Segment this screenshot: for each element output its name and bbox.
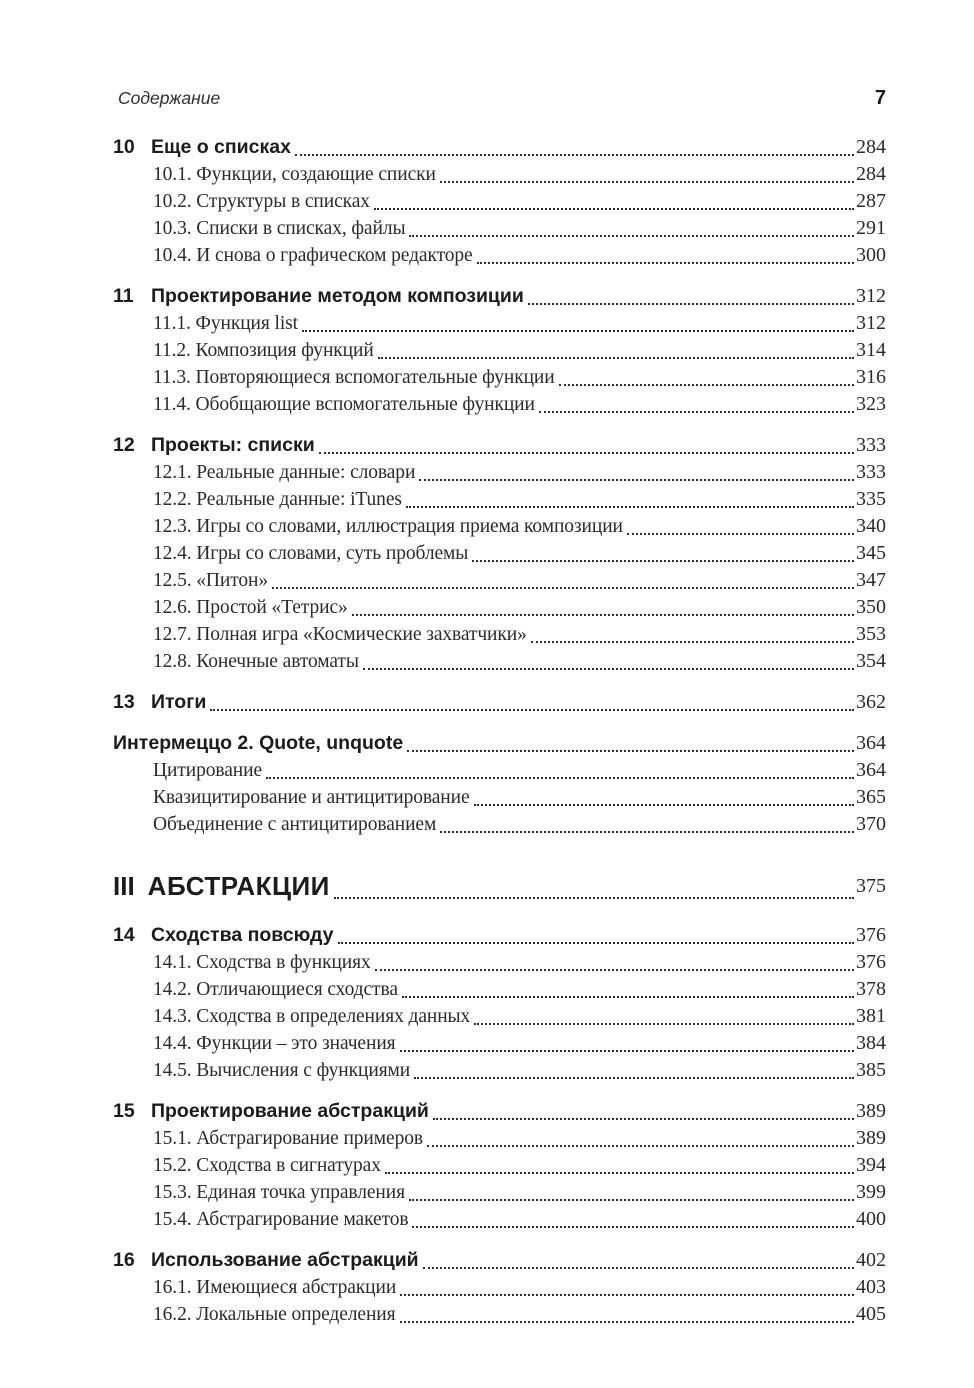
toc-section <box>113 432 886 675</box>
toc-item-page-number: 312 <box>856 312 886 334</box>
toc-item-page-number: 333 <box>856 461 886 483</box>
toc-item-label: Цитирование <box>153 760 263 781</box>
leader-dots <box>412 1226 854 1228</box>
leader-dots <box>334 897 854 899</box>
leader-dots <box>378 357 854 359</box>
toc-item-label: 10.4. И снова о графическом редакторе <box>153 245 473 266</box>
toc-item-label: 11.4. Обобщающие вспомогательные функции <box>153 394 535 415</box>
toc-item-label: 12.6. Простой «Тетрис» <box>153 597 348 618</box>
toc-item-label: 12.2. Реальные данные: iTunes <box>153 489 402 510</box>
leader-dots <box>400 1294 854 1296</box>
toc-section <box>113 283 886 418</box>
section-page-number: 389 <box>856 1100 886 1122</box>
toc-item-label: 14.2. Отличающиеся сходства <box>153 979 398 1000</box>
folio-page-number: 7 <box>874 87 886 109</box>
toc-item-row <box>113 594 886 621</box>
section-number: 16 <box>113 1249 135 1271</box>
toc-section <box>113 689 886 716</box>
leader-dots <box>402 996 854 998</box>
section-heading-row <box>113 1098 886 1125</box>
leader-dots <box>302 330 854 332</box>
section-page-number: 284 <box>856 136 886 158</box>
leader-dots <box>440 181 854 183</box>
toc-section <box>113 864 886 908</box>
toc-item-page-number: 400 <box>856 1208 886 1230</box>
toc-item-page-number: 345 <box>856 542 886 564</box>
toc-item-page-number: 399 <box>856 1181 886 1203</box>
toc-item-row <box>113 648 886 675</box>
section-heading-row <box>113 283 886 310</box>
toc-item-row <box>113 949 886 976</box>
leader-dots <box>531 641 854 643</box>
section-title: Интермеццо 2. Quote, unquote <box>113 732 404 754</box>
page-header <box>113 86 886 110</box>
toc-item-row <box>113 1003 886 1030</box>
section-title: Проекты: списки <box>151 434 315 456</box>
toc-item-row <box>113 215 886 242</box>
section-number: 12 <box>113 434 135 456</box>
leader-dots <box>363 668 854 670</box>
leader-dots <box>319 452 854 454</box>
toc-item-page-number: 316 <box>856 366 886 388</box>
toc-item-row <box>113 567 886 594</box>
toc-item-page-number: 350 <box>856 596 886 618</box>
toc-item-page-number: 365 <box>856 786 886 808</box>
toc-item-label: 11.1. Функция list <box>153 313 298 334</box>
leader-dots <box>272 587 854 589</box>
leader-dots <box>419 479 854 481</box>
toc-item-label: 12.8. Конечные автоматы <box>153 651 359 672</box>
leader-dots <box>375 969 854 971</box>
toc-item-row <box>113 161 886 188</box>
toc-item-label: 12.3. Игры со словами, иллюстрация приема композиции <box>153 516 623 537</box>
toc-item-row <box>113 1030 886 1057</box>
leader-dots <box>406 506 854 508</box>
section-heading-row <box>113 1247 886 1274</box>
toc-item-page-number: 394 <box>856 1154 886 1176</box>
toc-item-label: 16.1. Имеющиеся абстракции <box>153 1277 397 1298</box>
toc-item-page-number: 385 <box>856 1059 886 1081</box>
toc-item-label: Объединение с антицитированием <box>153 814 437 835</box>
toc-item-row <box>113 1125 886 1152</box>
toc-item-row <box>113 513 886 540</box>
section-title: АБСТРАКЦИИ <box>147 871 330 901</box>
leader-dots <box>352 614 854 616</box>
toc-item-page-number: 381 <box>856 1005 886 1027</box>
toc-item-row <box>113 364 886 391</box>
toc-item-page-number: 364 <box>856 759 886 781</box>
section-heading-row <box>113 864 886 908</box>
section-page-number: 362 <box>856 691 886 713</box>
leader-dots <box>539 411 854 413</box>
leader-dots <box>210 709 854 711</box>
leader-dots <box>295 154 854 156</box>
toc-item-page-number: 335 <box>856 488 886 510</box>
toc-item-row <box>113 621 886 648</box>
section-heading-row <box>113 689 886 716</box>
toc-item-label: 14.5. Вычисления с функциями <box>153 1060 411 1081</box>
leader-dots <box>423 1267 854 1269</box>
toc-item-row <box>113 459 886 486</box>
toc-item-page-number: 376 <box>856 951 886 973</box>
leader-dots <box>528 303 854 305</box>
section-page-number: 364 <box>856 732 886 754</box>
toc-item-row <box>113 188 886 215</box>
section-number: III <box>113 871 135 901</box>
section-number: 13 <box>113 691 135 713</box>
toc-item-row <box>113 1206 886 1233</box>
toc-item-page-number: 354 <box>856 650 886 672</box>
section-heading-row <box>113 922 886 949</box>
toc-item-label: 15.1. Абстрагирование примеров <box>153 1128 423 1149</box>
toc-item-label: 14.1. Сходства в функциях <box>153 952 371 973</box>
leader-dots <box>559 384 854 386</box>
toc-section <box>113 922 886 1084</box>
toc-item-page-number: 287 <box>856 190 886 212</box>
leader-dots <box>338 942 855 944</box>
toc-item-row <box>113 310 886 337</box>
toc-item-page-number: 284 <box>856 163 886 185</box>
toc-item-label: 12.4. Игры со словами, суть проблемы <box>153 543 469 564</box>
section-title: Еще о списках <box>151 136 291 158</box>
toc-item-page-number: 403 <box>856 1276 886 1298</box>
toc-item-label: 14.3. Сходства в определениях данных <box>153 1006 471 1027</box>
toc-item-row <box>113 757 886 784</box>
toc-item-page-number: 370 <box>856 813 886 835</box>
toc-item-row <box>113 540 886 567</box>
toc-item-label: 12.7. Полная игра «Космические захватчики» <box>153 624 527 645</box>
toc-section <box>113 1098 886 1233</box>
section-number: 10 <box>113 136 135 158</box>
toc-item-row <box>113 1274 886 1301</box>
toc-item-label: Квазицитирование и антицитирование <box>153 787 470 808</box>
toc-item-label: 14.4. Функции – это значения <box>153 1033 396 1054</box>
leader-dots <box>385 1172 854 1174</box>
toc-item-page-number: 323 <box>856 393 886 415</box>
toc-item-label: 15.3. Единая точка управления <box>153 1182 405 1203</box>
toc-item-row <box>113 976 886 1003</box>
leader-dots <box>374 208 854 210</box>
leader-dots <box>474 1023 854 1025</box>
section-title: Сходства повсюду <box>151 924 334 946</box>
section-heading-row <box>113 432 886 459</box>
toc-item-row <box>113 242 886 269</box>
toc-section <box>113 134 886 269</box>
section-page-number: 312 <box>856 285 886 307</box>
toc-item-page-number: 314 <box>856 339 886 361</box>
leader-dots <box>627 533 854 535</box>
toc-item-page-number: 384 <box>856 1032 886 1054</box>
toc-item-row <box>113 337 886 364</box>
running-title: Содержание <box>118 88 221 108</box>
toc-item-label: 15.4. Абстрагирование макетов <box>153 1209 409 1230</box>
section-heading-row <box>113 134 886 161</box>
section-number: 11 <box>113 285 134 307</box>
toc-item-label: 15.2. Сходства в сигнатурах <box>153 1155 381 1176</box>
toc-item-page-number: 300 <box>856 244 886 266</box>
section-heading-row <box>113 730 886 757</box>
toc-item-label: 16.2. Локальные определения <box>153 1304 396 1325</box>
section-page-number: 333 <box>856 434 886 456</box>
toc-item-label: 10.3. Списки в списках, файлы <box>153 218 406 239</box>
leader-dots <box>407 750 854 752</box>
toc-item-page-number: 389 <box>856 1127 886 1149</box>
toc-section <box>113 730 886 838</box>
section-page-number: 402 <box>856 1249 886 1271</box>
toc-item-label: 10.2. Структуры в списках <box>153 191 370 212</box>
section-title: Итоги <box>151 691 207 713</box>
toc-item-row <box>113 811 886 838</box>
toc-item-page-number: 405 <box>856 1303 886 1325</box>
section-page-number: 376 <box>856 924 886 946</box>
toc-section <box>113 1247 886 1328</box>
section-number: 15 <box>113 1100 135 1122</box>
toc-item-label: 11.3. Повторяющиеся вспомогательные функции <box>153 367 555 388</box>
toc-item-page-number: 347 <box>856 569 886 591</box>
leader-dots <box>433 1118 854 1120</box>
leader-dots <box>440 831 854 833</box>
section-title: Использование абстракций <box>151 1249 419 1271</box>
leader-dots <box>472 560 854 562</box>
toc-item-row <box>113 784 886 811</box>
section-page-number: 375 <box>856 875 886 897</box>
leader-dots <box>400 1321 855 1323</box>
section-number: 14 <box>113 924 135 946</box>
toc-item-page-number: 353 <box>856 623 886 645</box>
toc-item-label: 12.1. Реальные данные: словари <box>153 462 416 483</box>
toc-item-row <box>113 1152 886 1179</box>
table-of-contents <box>113 134 886 1328</box>
toc-item-label: 10.1. Функции, создающие списки <box>153 164 436 185</box>
leader-dots <box>266 777 854 779</box>
toc-item-page-number: 378 <box>856 978 886 1000</box>
toc-item-label: 11.2. Композиция функций <box>153 340 374 361</box>
toc-item-row <box>113 1301 886 1328</box>
section-title: Проектирование методом композиции <box>151 285 524 307</box>
toc-item-row <box>113 1179 886 1206</box>
leader-dots <box>414 1077 854 1079</box>
leader-dots <box>427 1145 854 1147</box>
leader-dots <box>409 235 854 237</box>
leader-dots <box>474 804 854 806</box>
toc-item-page-number: 340 <box>856 515 886 537</box>
leader-dots <box>409 1199 854 1201</box>
section-title: Проектирование абстракций <box>151 1100 429 1122</box>
toc-item-page-number: 291 <box>856 217 886 239</box>
leader-dots <box>400 1050 854 1052</box>
toc-item-label: 12.5. «Питон» <box>153 570 269 591</box>
toc-item-row <box>113 1057 886 1084</box>
toc-item-row <box>113 486 886 513</box>
toc-item-row <box>113 391 886 418</box>
leader-dots <box>477 262 854 264</box>
